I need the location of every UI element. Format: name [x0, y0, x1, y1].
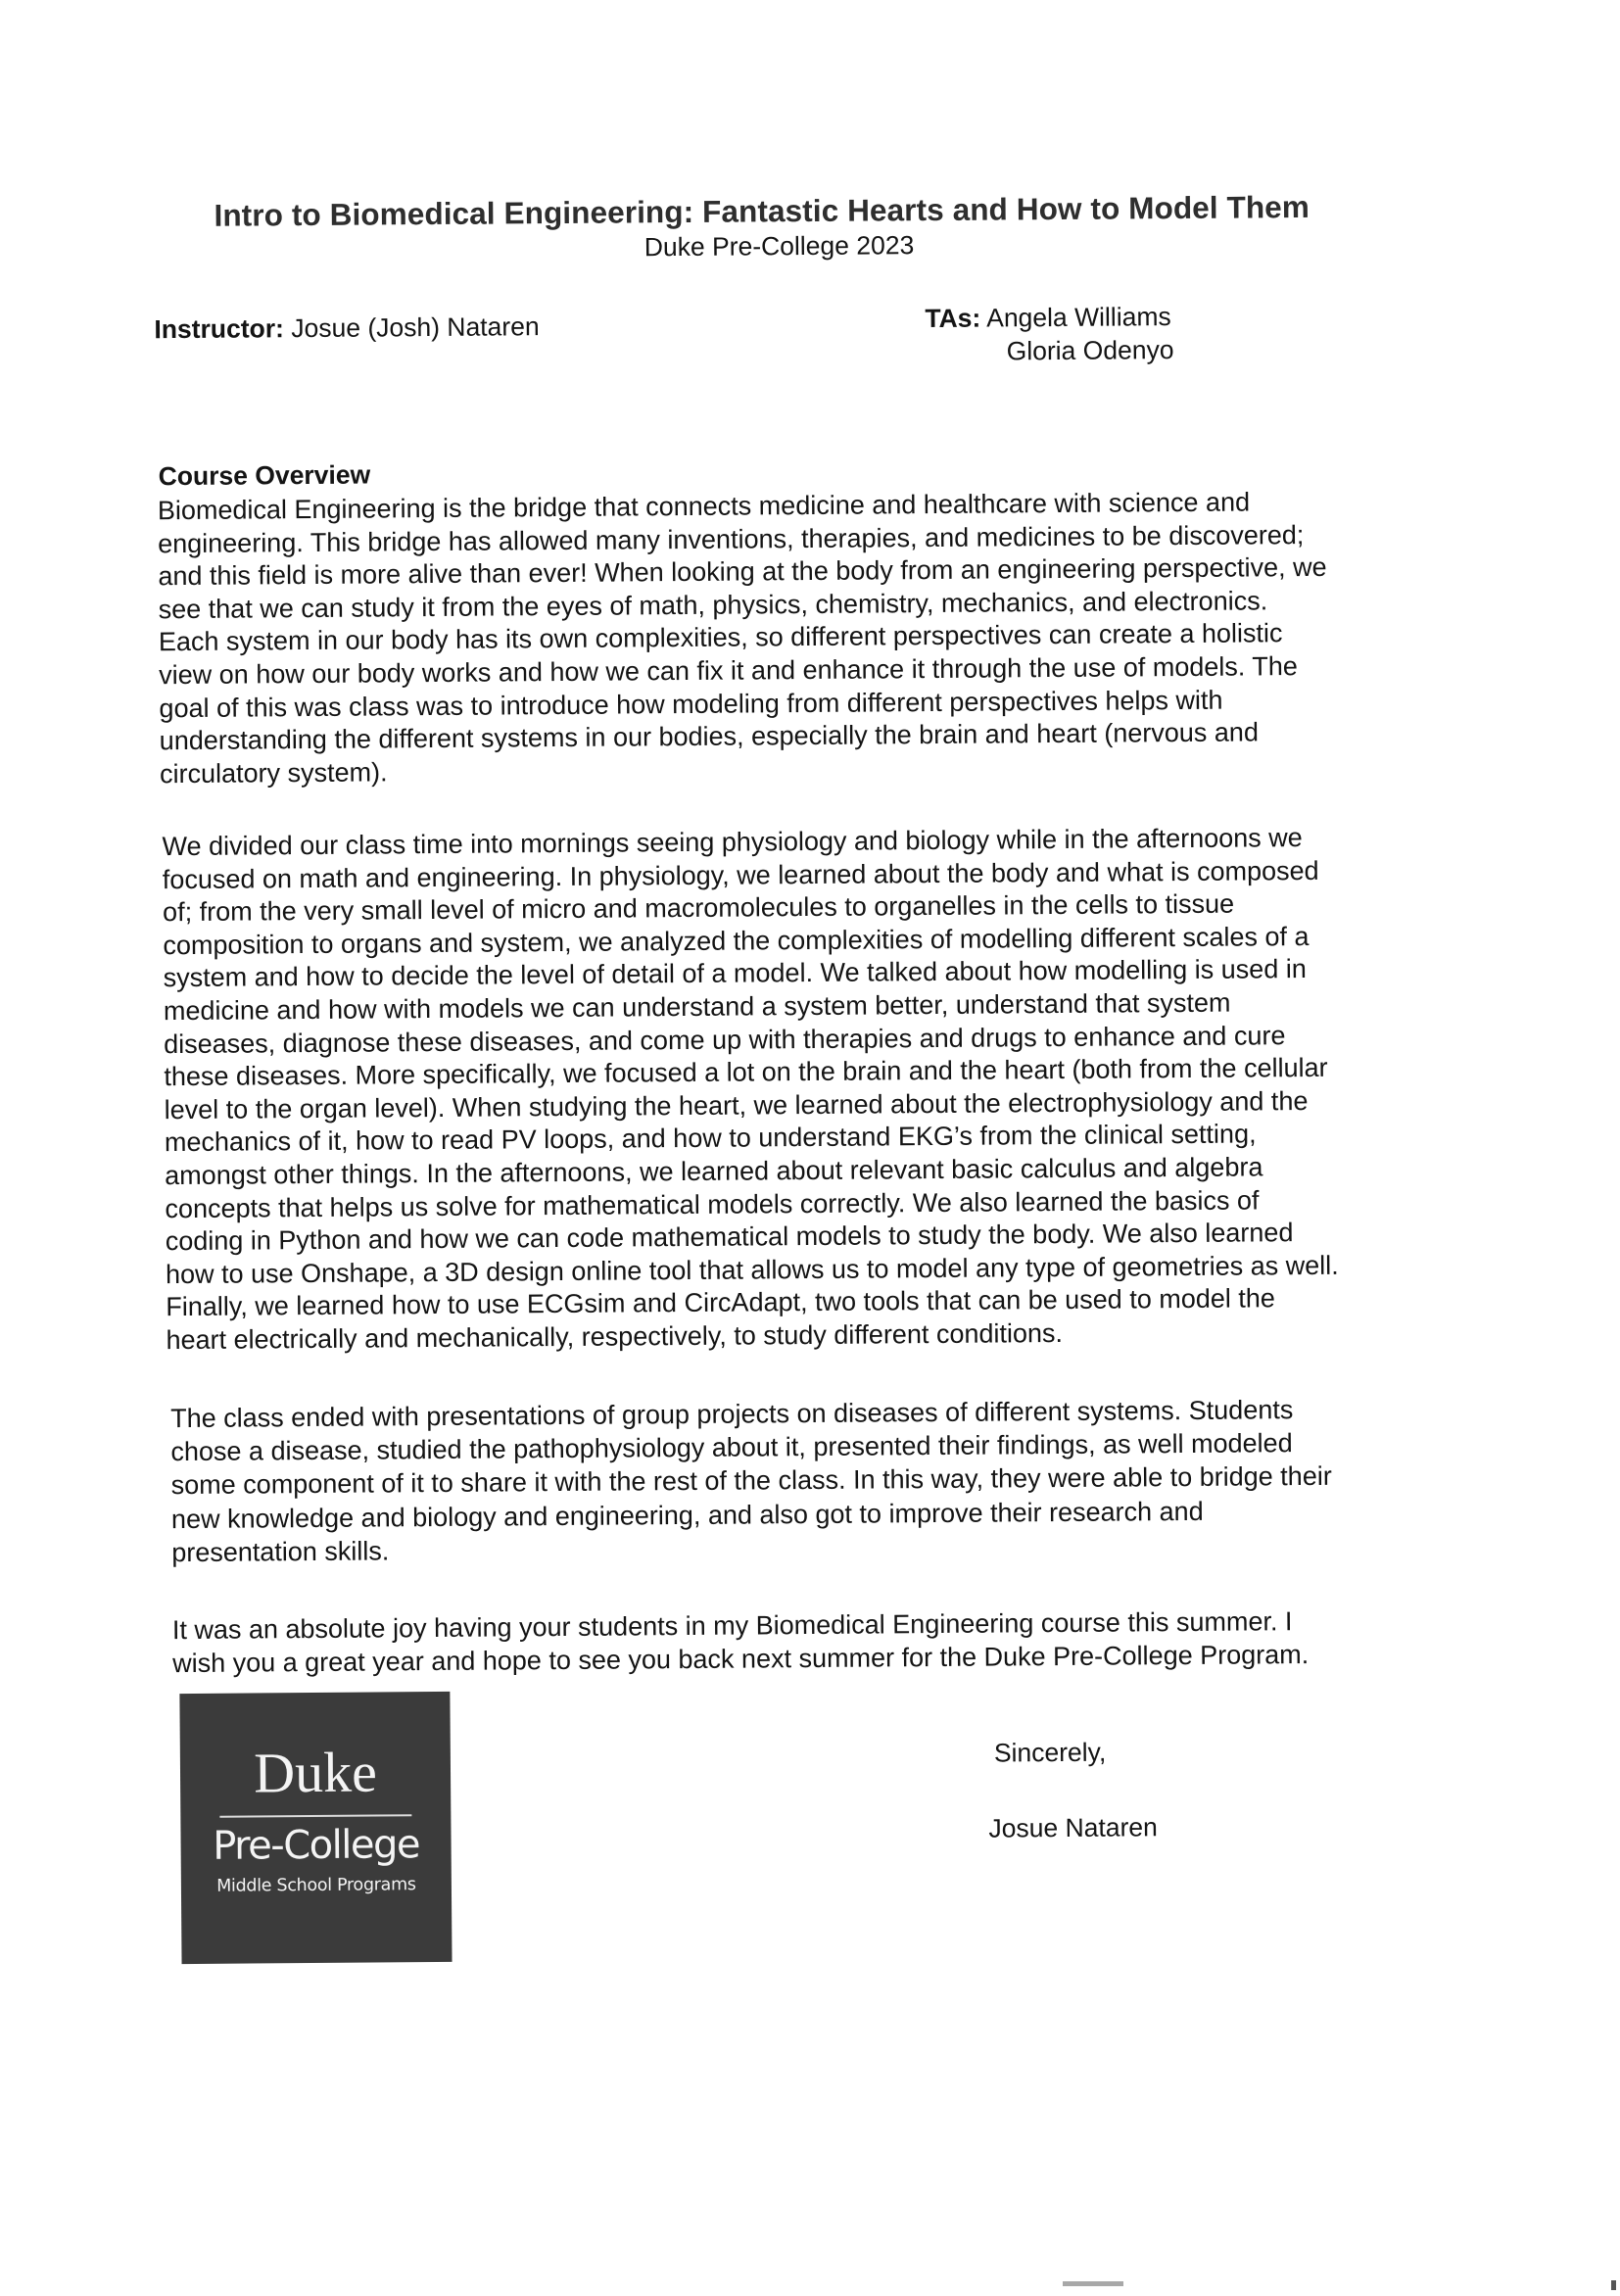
text-line: We divided our class time into mornings seeing physiology and biology while in the afternoons we	[162, 823, 1303, 862]
text-line: concepts that helps us solve for mathematical models correctly. We also learned the basics of	[165, 1184, 1260, 1223]
instructor-label: Instructor:	[154, 313, 285, 345]
text-line: composition to organs and system, we analyzed the complexities of modelling different scales of a	[163, 921, 1310, 960]
paragraph-curriculum	[162, 822, 1339, 1358]
text-line: see that we can study it from the eyes of math, physics, chemistry, mechanics, and electronics.	[158, 586, 1268, 624]
text-line: some component of it to share it with the rest of the class. In this way, they were able to bridge their	[170, 1461, 1332, 1501]
logo-divider	[219, 1814, 411, 1818]
text-line: diseases, diagnose these diseases, and come up with therapies and drugs to enhance and cure	[164, 1020, 1286, 1059]
text-line: new knowledge and biology and engineering, and also got to improve their research and	[170, 1496, 1204, 1534]
text-line: wish you a great year and hope to see you back next summer for the Duke Pre-College Program.	[172, 1640, 1310, 1679]
text-line: The class ended with presentations of group projects on diseases of different systems. Students	[170, 1395, 1294, 1434]
signature-name: Josue Nataren	[988, 1812, 1158, 1843]
scan-artifact	[1063, 2281, 1123, 2286]
text-line: goal of this was class was to introduce how modeling from different perspectives helps with	[159, 685, 1223, 723]
text-line: amongst other things. In the afternoons, we learned about relevant basic calculus and algebra	[165, 1152, 1263, 1191]
text-line: understanding the different systems in our bodies, especially the brain and heart (nervous and	[159, 717, 1260, 756]
document-title: Intro to Biomedical Engineering: Fantastic Hearts and How to Model Them	[214, 188, 1310, 233]
text-line: presentation skills.	[171, 1536, 390, 1567]
text-line: Finally, we learned how to use ECGsim and CircAdapt, two tools that can be used to model the	[166, 1283, 1275, 1322]
ta-name: Gloria Odenyo	[1006, 335, 1174, 366]
text-line: circulatory system).	[159, 757, 388, 789]
section-heading: Course Overview	[158, 459, 371, 492]
paragraph-projects	[170, 1393, 1332, 1569]
text-line: view on how our body works and how we can fix it and enhance it through the use of models. The	[159, 651, 1298, 691]
duke-pre-college-logo	[179, 1692, 452, 1964]
text-line: medicine and how with models we can understand a system better, understand that system	[163, 987, 1231, 1027]
logo-duke-text: Duke	[253, 1740, 378, 1805]
text-line: of; from the very small level of micro and macromolecules to organelles in the cells to tissue	[162, 888, 1235, 928]
text-line: and this field is more alive than ever! When looking at the body from an engineering perspective, we	[158, 552, 1327, 592]
text-line: engineering. This bridge has allowed many inventions, therapies, and medicines to be discovered;	[158, 519, 1305, 558]
text-line: how to use Onshape, a 3D design online tool that allows us to model any type of geometries as well.	[165, 1250, 1339, 1289]
scan-artifact	[1611, 2280, 1616, 2290]
text-line: level to the organ level). When studying the heart, we learned about the electrophysiology and the	[164, 1085, 1309, 1124]
text-line: focused on math and engineering. In physiology, we learned about the body and what is composed	[162, 855, 1319, 894]
ta-name: Angela Williams	[980, 302, 1171, 333]
tas-label: TAs:	[925, 303, 981, 334]
text-line: It was an absolute joy having your students in my Biomedical Engineering course this summer. I	[171, 1606, 1293, 1646]
logo-programs-text: Middle School Programs	[216, 1875, 416, 1896]
text-line: these diseases. More specifically, we focused a lot on the brain and the heart (both from the cellular	[164, 1053, 1328, 1092]
closing-salutation: Sincerely,	[993, 1737, 1107, 1768]
paragraph-overview	[158, 486, 1329, 791]
text-line: heart electrically and mechanically, respectively, to study different conditions.	[166, 1317, 1064, 1356]
document-subtitle: Duke Pre-College 2023	[643, 230, 915, 263]
logo-pre-college-text: Pre-College	[213, 1822, 420, 1869]
tas-line	[925, 302, 1171, 334]
text-line: coding in Python and how we can code mathematical models to study the body. We also learned	[165, 1218, 1294, 1257]
instructor-name: Josue (Josh) Nataren	[283, 311, 540, 344]
text-line: chose a disease, studied the pathophysiology about it, presented their findings, as well modeled	[170, 1428, 1293, 1467]
paragraph-closing	[172, 1604, 1310, 1681]
text-line: Each system in our body has its own complexities, so different perspectives can create a holistic	[158, 618, 1283, 657]
text-line: system and how to decide the level of detail of a model. We talked about how modelling is used in	[163, 954, 1307, 993]
instructor-line	[154, 311, 539, 345]
text-line: mechanics of it, how to read PV loops, and how to understand EKG’s from the clinical setting,	[164, 1119, 1257, 1158]
text-line: Biomedical Engineering is the bridge that connects medicine and healthcare with science and	[157, 487, 1251, 526]
